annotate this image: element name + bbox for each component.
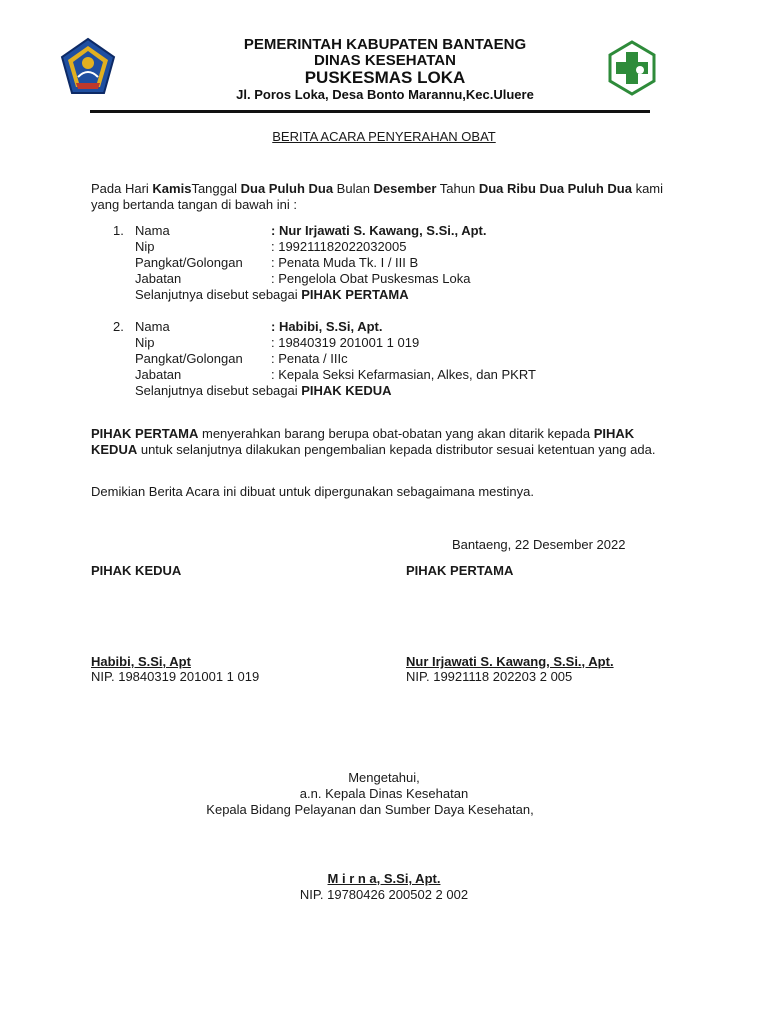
header-government: PEMERINTAH KABUPATEN BANTAENG [243, 36, 527, 53]
sign-right-name: Nur Irjawati S. Kawang, S.Si., Apt. [406, 654, 614, 669]
party1-label-nama: Nama [135, 223, 170, 238]
party1-block [135, 223, 695, 307]
party2-number: 2. [113, 319, 124, 334]
party2-label-nip: Nip [135, 335, 155, 350]
party2-label-jabatan: Jabatan [135, 367, 182, 382]
ack-name: M i r n a, S.Si, Apt. [327, 871, 441, 886]
party1-label-nip: Nip [135, 239, 155, 254]
place-date: Bantaeng, 22 Desember 2022 [452, 537, 626, 552]
header-department: DINAS KESEHATAN [314, 52, 456, 69]
closing-statement: Demikian Berita Acara ini dibuat untuk dipergunakan sebagaimana mestinya. [91, 484, 534, 499]
sign-left-nip: NIP. 19840319 201001 1 019 [91, 669, 260, 684]
ack-line2: a.n. Kepala Dinas Kesehatan [299, 786, 469, 801]
party2-nip: : 19840319 201001 1 019 [271, 335, 420, 350]
party2-designation: Selanjutnya disebut sebagai PIHAK KEDUA [135, 383, 392, 398]
party1-label-pangkat: Pangkat/Golongan [135, 255, 243, 270]
sign-left-role: PIHAK KEDUA [91, 563, 182, 578]
document-title: BERITA ACARA PENYERAHAN OBAT [272, 129, 496, 144]
party1-nama: : Nur Irjawati S. Kawang, S.Si., Apt. [271, 223, 487, 238]
bantaeng-emblem-logo [58, 37, 118, 97]
header-puskesmas: PUSKESMAS LOKA [304, 68, 466, 87]
ack-line1: Mengetahui, [348, 770, 420, 785]
party1-designation: Selanjutnya disebut sebagai PIHAK PERTAMA [135, 287, 409, 302]
opening-paragraph: Pada Hari KamisTanggal Dua Puluh Dua Bulan Desember Tahun Dua Ribu Dua Puluh Dua kami yang bertanda tangan di bawah ini : [91, 181, 664, 212]
party2-nama: : Habibi, S.Si, Apt. [271, 319, 383, 334]
party1-jabatan: : Pengelola Obat Puskesmas Loka [271, 271, 471, 286]
sign-left-name: Habibi, S.Si, Apt [91, 654, 191, 669]
party2-pangkat: : Penata / IIIc [271, 351, 348, 366]
header-divider [90, 110, 650, 113]
sign-right-nip: NIP. 19921118 202203 2 005 [406, 669, 573, 684]
party1-number: 1. [113, 223, 124, 238]
sign-right-role: PIHAK PERTAMA [406, 563, 514, 578]
header-address: Jl. Poros Loka, Desa Bonto Marannu,Kec.Uluere [236, 87, 534, 102]
party2-block [135, 319, 695, 403]
ack-line3: Kepala Bidang Pelayanan dan Sumber Daya Kesehatan, [206, 802, 534, 817]
party1-pangkat: : Penata Muda Tk. I / III B [271, 255, 419, 270]
party1-nip: : 199211182022032005 [271, 239, 407, 254]
party2-jabatan: : Kepala Seksi Kefarmasian, Alkes, dan PKRT [271, 367, 536, 382]
party2-label-nama: Nama [135, 319, 170, 334]
party2-label-pangkat: Pangkat/Golongan [135, 351, 243, 366]
party1-label-jabatan: Jabatan [135, 271, 182, 286]
handover-paragraph: PIHAK PERTAMA menyerahkan barang berupa obat-obatan yang akan ditarik kepada PIHAK KEDUA untuk selanjutnya dilakukan pengembalian kepada distributor sesuai ketentuan yang ada. [91, 426, 656, 457]
ack-nip: NIP. 19780426 200502 2 002 [299, 887, 469, 902]
